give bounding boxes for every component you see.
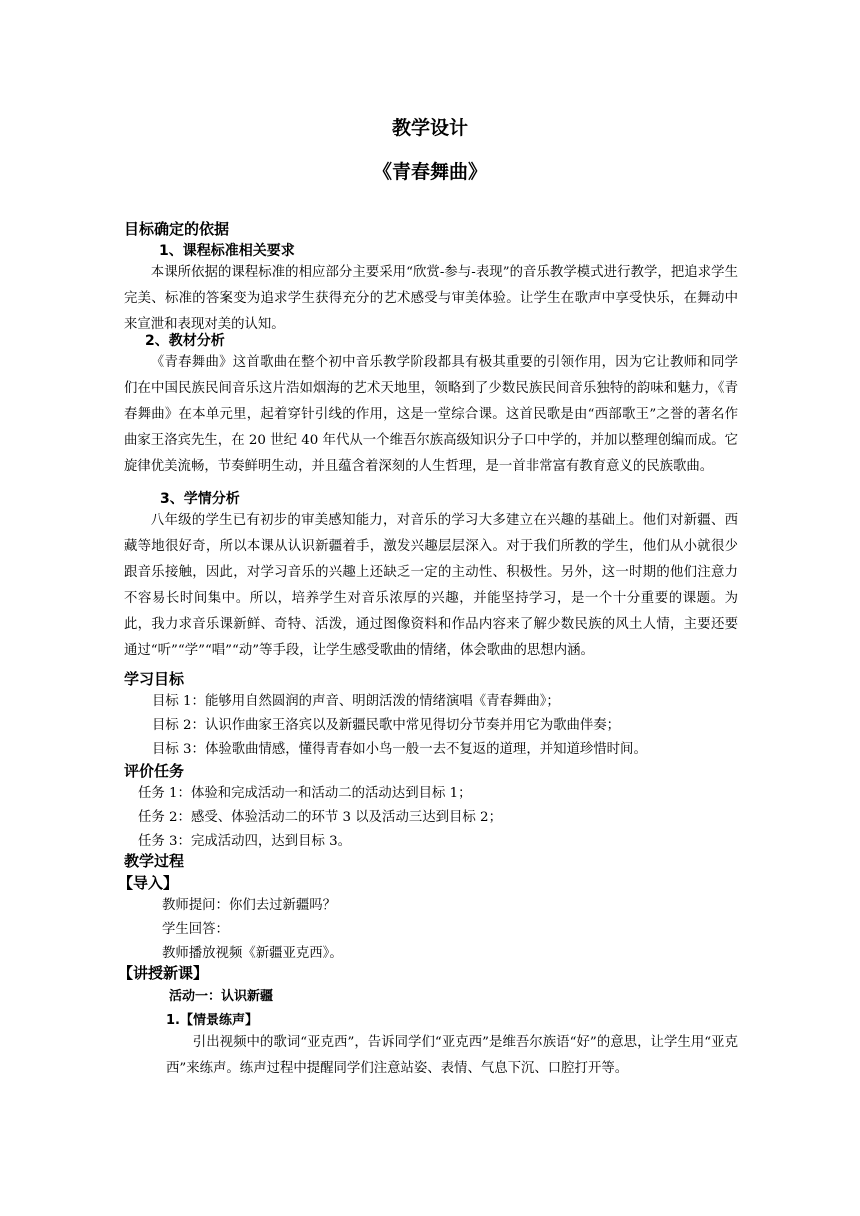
goal-item: 目标 2：认识作曲家王洛宾以及新疆民歌中常见得切分节奏并用它为歌曲伴奏； <box>152 718 621 733</box>
heading-learning-goals: 学习目标 <box>124 670 185 688</box>
heading-teaching-process: 教学过程 <box>124 852 185 870</box>
goal-item: 目标 1：能够用自然圆润的声音、明朗活泼的情绪演唱《青春舞曲》； <box>152 694 560 709</box>
task-item: 任务 3：完成活动四，达到目标 3。 <box>138 834 352 849</box>
document-subtitle: 《青春舞曲》 <box>372 161 487 183</box>
task-item: 任务 2：感受、体验活动二的环节 3 以及活动三达到目标 2； <box>138 810 502 825</box>
heading-basis: 目标确定的依据 <box>124 220 230 238</box>
paragraph-step-one: 引出视频中的歌词“亚克西”，告诉同学们“亚克西”是维吾尔族语“好”的意思，让学生用“亚克西”来练声。练声过程中提醒同学们注意站姿、表情、气息下沉、口腔打开等。 <box>166 1035 738 1076</box>
paragraph-textbook-analysis: 《青春舞曲》这首歌曲在整个初中音乐教学阶段都具有极其重要的引领作用，因为它让教师和同学们在中国民族民间音乐这片浩如烟海的艺术天地里，领略到了少数民族民间音乐独特的韵味和魅力，《青春舞曲》在本单元里，起着穿针引线的作用，这是一堂综合课。这首民歌是由“西部歌王”之誉的著名作曲家王洛宾先生，在 20 世纪 40 年代从一个维吾尔族高级知识分子口中学的，并加以整理创编而成。它旋律优美流畅，节奏鲜明生动，并且蕴含着深刻的人生哲理，是一首非常富有教育意义的民族歌曲。 <box>124 355 738 474</box>
paragraph-student-analysis: 八年级的学生已有初步的审美感知能力，对音乐的学习大多建立在兴趣的基础上。他们对新疆、西藏等地很好奇，所以本课从认识新疆着手，激发兴趣层层深入。对于我们所教的学生，他们从小就很少跟音乐接触，因此，对学习音乐的兴趣上还缺乏一定的主动性、积极性。另外，这一时期的他们注意力不容易长时间集中。所以，培养学生对音乐浓厚的兴趣，并能坚持学习，是一个十分重要的课题。为此，我力求音乐课新鲜、奇特、活泼，通过图像资料和作品内容来了解少数民族的风土人情，主要还要通过“听”“学”“唱”“动”等手段，让学生感受歌曲的情绪，体会歌曲的思想内涵。 <box>124 513 738 658</box>
goal-item: 目标 3：体验歌曲情感，懂得青春如小鸟一般一去不复返的道理，并知道珍惜时间。 <box>152 742 647 757</box>
intro-item: 教师播放视频《新疆亚克西》。 <box>162 946 343 961</box>
heading-introduction: 【导入】 <box>118 874 179 892</box>
intro-item: 学生回答： <box>162 922 229 937</box>
heading-textbook-analysis: 2、教材分析 <box>145 333 225 349</box>
paragraph-curriculum-standard: 本课所依据的课程标准的相应部分主要采用“欣赏-参与-表现”的音乐教学模式进行教学，把追求学生完美、标准的答案变为追求学生获得充分的艺术感受与审美体验。让学生在歌声中享受快乐，在舞动中来宣泄和表现对美的认知。 <box>124 265 738 332</box>
heading-assessment-tasks: 评价任务 <box>124 762 185 780</box>
document-title: 教学设计 <box>391 117 468 139</box>
activity-one-heading: 活动一：认识新疆 <box>169 989 274 1004</box>
heading-new-lesson: 【讲授新课】 <box>118 964 209 982</box>
heading-curriculum-standard: 1、课程标准相关要求 <box>159 243 295 259</box>
intro-item: 教师提问：你们去过新疆吗？ <box>162 898 337 913</box>
step-one-heading: 1.【情景练声】 <box>166 1013 258 1028</box>
heading-student-analysis: 3、学情分析 <box>160 491 240 507</box>
task-item: 任务 1：体验和完成活动一和活动二的活动达到目标 1； <box>138 786 472 801</box>
